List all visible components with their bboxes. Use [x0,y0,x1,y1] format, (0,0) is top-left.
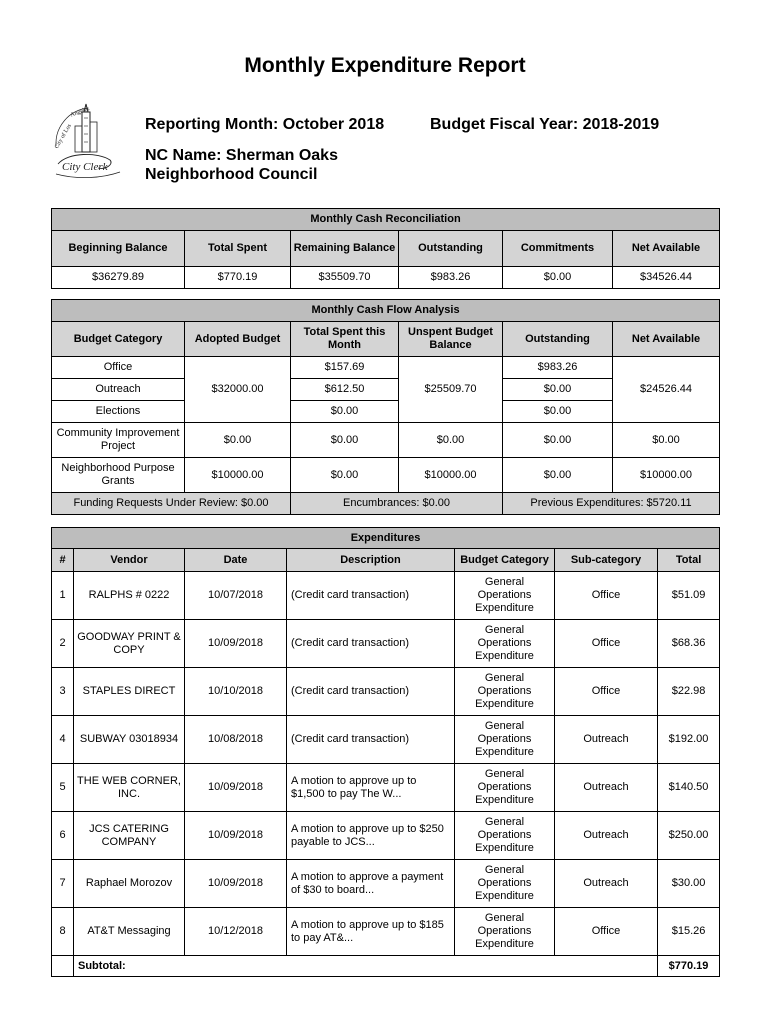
sub-category: Office [555,572,658,620]
outstanding: $0.00 [503,379,613,401]
net-available: $0.00 [613,423,720,458]
budget-fiscal-year: Budget Fiscal Year: 2018-2019 [430,116,660,133]
reporting-month: Reporting Month: October 2018 [145,116,385,133]
subtotal-value: $770.19 [658,956,720,977]
sub-category: Office [555,668,658,716]
budget-category: General Operations Expenditure [455,716,555,764]
commitments-value: $0.00 [503,267,613,289]
row-number: 5 [52,764,74,812]
column-header: Total Spent [185,231,291,267]
total-spent: $0.00 [291,458,399,493]
table-row [52,812,720,860]
date: 10/12/2018 [185,908,287,956]
column-header: Budget Category [455,549,555,572]
column-header: Total [658,549,720,572]
section-title: Expenditures [52,528,720,549]
budget-category: General Operations Expenditure [455,860,555,908]
outstanding-value: $983.26 [399,267,503,289]
outstanding: $0.00 [503,458,613,493]
total-spent-value: $770.19 [185,267,291,289]
cash-reconciliation-table [51,208,720,289]
column-header: Outstanding [503,322,613,357]
column-header: Commitments [503,231,613,267]
sub-category: Outreach [555,812,658,860]
budget-category: Outreach [52,379,185,401]
date: 10/08/2018 [185,716,287,764]
description: A motion to approve up to $185 to pay AT&... [287,908,455,956]
cash-flow-table [51,299,720,515]
sub-category: Outreach [555,716,658,764]
date: 10/07/2018 [185,572,287,620]
outstanding: $0.00 [503,401,613,423]
table-row [52,572,720,620]
sub-category: Office [555,620,658,668]
row-number: 3 [52,668,74,716]
table-row [52,908,720,956]
total: $68.36 [658,620,720,668]
nc-name-line2: Neighborhood Council [145,166,318,183]
beginning-balance-value: $36279.89 [52,267,185,289]
date: 10/09/2018 [185,764,287,812]
column-header: Budget Category [52,322,185,357]
sub-category: Outreach [555,860,658,908]
vendor: SUBWAY 03018934 [74,716,185,764]
sub-category: Outreach [555,764,658,812]
expenditures-table [51,527,720,977]
nc-name-line1: NC Name: Sherman Oaks [145,147,338,164]
table-row [52,620,720,668]
description: A motion to approve up to $250 payable to JCS... [287,812,455,860]
column-header: Unspent Budget Balance [399,322,503,357]
description: (Credit card transaction) [287,668,455,716]
unspent-balance: $0.00 [399,423,503,458]
remaining-balance-value: $35509.70 [291,267,399,289]
column-header: Outstanding [399,231,503,267]
table-row [52,716,720,764]
net-available: $10000.00 [613,458,720,493]
total-spent: $157.69 [291,357,399,379]
net-available-value: $34526.44 [613,267,720,289]
row-number: 8 [52,908,74,956]
vendor: JCS CATERING COMPANY [74,812,185,860]
column-header: Description [287,549,455,572]
funding-requests-under-review: Funding Requests Under Review: $0.00 [52,493,291,515]
total-spent: $0.00 [291,423,399,458]
description: (Credit card transaction) [287,716,455,764]
budget-category: General Operations Expenditure [455,812,555,860]
svg-text:Angeles: Angeles [69,106,91,119]
column-header: Sub-category [555,549,658,572]
outstanding: $0.00 [503,423,613,458]
unspent-balance: $10000.00 [399,458,503,493]
date: 10/10/2018 [185,668,287,716]
column-header: Total Spent this Month [291,322,399,357]
total-spent: $612.50 [291,379,399,401]
table-row [52,668,720,716]
row-number: 2 [52,620,74,668]
net-available: $24526.44 [613,357,720,423]
adopted-budget: $10000.00 [185,458,291,493]
table-row [52,423,720,458]
date: 10/09/2018 [185,620,287,668]
budget-category: General Operations Expenditure [455,764,555,812]
svg-text:City Clerk: City Clerk [62,161,108,173]
column-header: Remaining Balance [291,231,399,267]
column-header: Beginning Balance [52,231,185,267]
table-row [52,764,720,812]
previous-expenditures: Previous Expenditures: $5720.11 [503,493,720,515]
vendor: STAPLES DIRECT [74,668,185,716]
total: $140.50 [658,764,720,812]
row-number: 4 [52,716,74,764]
vendor: RALPHS # 0222 [74,572,185,620]
encumbrances: Encumbrances: $0.00 [291,493,503,515]
total: $250.00 [658,812,720,860]
total: $22.98 [658,668,720,716]
adopted-budget: $32000.00 [185,357,291,423]
column-header: Date [185,549,287,572]
total: $51.09 [658,572,720,620]
outstanding: $983.26 [503,357,613,379]
sub-category: Office [555,908,658,956]
budget-category: General Operations Expenditure [455,908,555,956]
report-title: Monthly Expenditure Report [244,54,526,77]
description: (Credit card transaction) [287,572,455,620]
description: (Credit card transaction) [287,620,455,668]
budget-category: General Operations Expenditure [455,572,555,620]
vendor: Raphael Morozov [74,860,185,908]
column-header: Vendor [74,549,185,572]
description: A motion to approve a payment of $30 to board... [287,860,455,908]
subtotal-label: Subtotal: [74,956,658,977]
column-header: Net Available [613,322,720,357]
total: $30.00 [658,860,720,908]
column-header: Adopted Budget [185,322,291,357]
row-number: 7 [52,860,74,908]
table-row [52,860,720,908]
column-header: # [52,549,74,572]
adopted-budget: $0.00 [185,423,291,458]
budget-category: Office [52,357,185,379]
total-spent: $0.00 [291,401,399,423]
description: A motion to approve up to $1,500 to pay The W... [287,764,455,812]
total: $192.00 [658,716,720,764]
unspent-balance: $25509.70 [399,357,503,423]
vendor: AT&T Messaging [74,908,185,956]
total: $15.26 [658,908,720,956]
budget-category: Community Improvement Project [52,423,185,458]
date: 10/09/2018 [185,812,287,860]
budget-category: General Operations Expenditure [455,620,555,668]
svg-text:City of Los: City of Los [54,123,73,150]
city-clerk-seal-icon [48,100,128,182]
vendor: GOODWAY PRINT & COPY [74,620,185,668]
column-header: Net Available [613,231,720,267]
budget-category: General Operations Expenditure [455,668,555,716]
date: 10/09/2018 [185,860,287,908]
section-title: Monthly Cash Reconciliation [52,209,720,231]
row-number: 1 [52,572,74,620]
row-number: 6 [52,812,74,860]
vendor: THE WEB CORNER, INC. [74,764,185,812]
table-row [52,458,720,493]
table-row [52,357,720,379]
budget-category: Elections [52,401,185,423]
section-title: Monthly Cash Flow Analysis [52,300,720,322]
budget-category: Neighborhood Purpose Grants [52,458,185,493]
